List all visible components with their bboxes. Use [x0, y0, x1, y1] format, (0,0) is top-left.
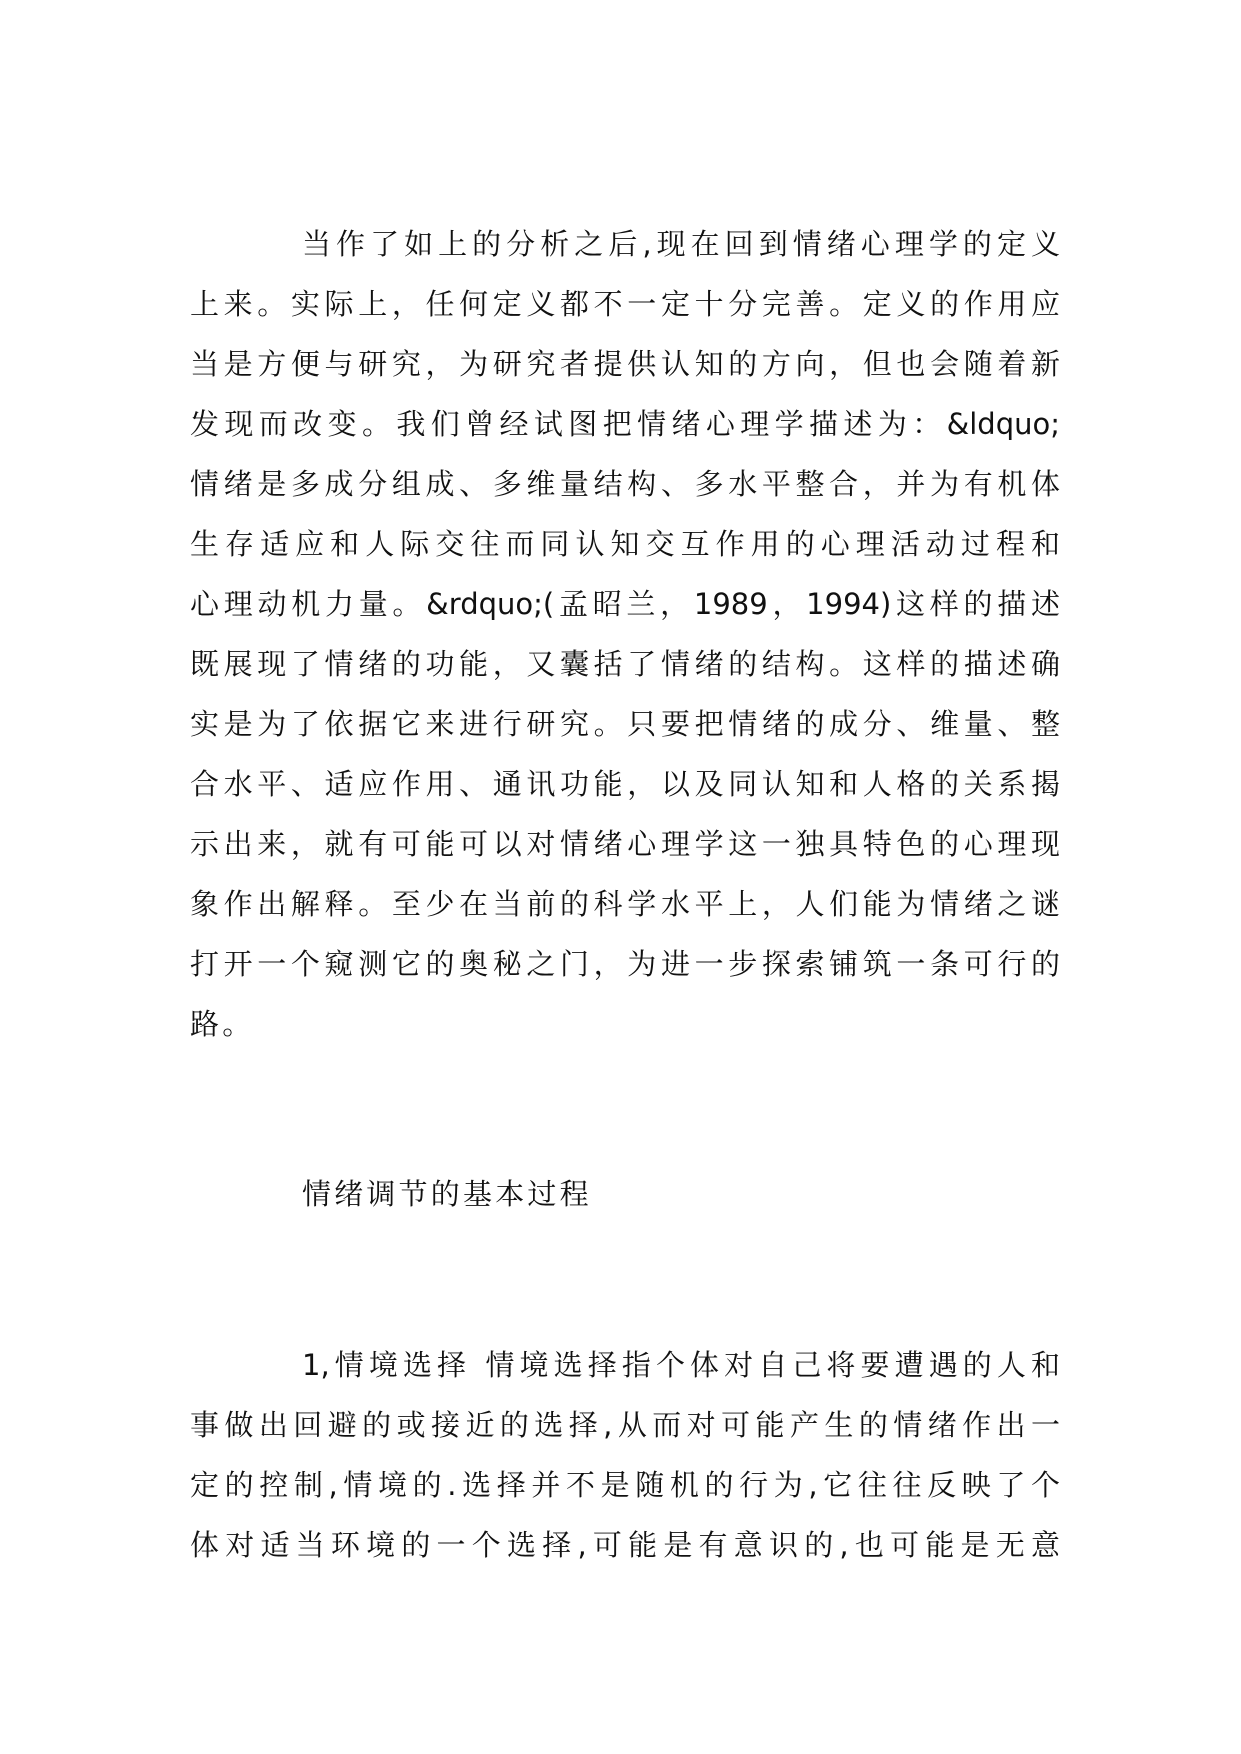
paragraph-1-line: 示出来，就有可能可以对情绪心理学这一独具特色的心理现 [190, 827, 1060, 861]
paragraph-1-line: 实是为了依据它来进行研究。只要把情绪的成分、维量、整 [190, 707, 1060, 741]
paragraph-1-line: 生存适应和人际交往而同认知交互作用的心理活动过程和 [190, 527, 1060, 561]
paragraph-1-line: 发现而改变。我们曾经试图把情绪心理学描述为：&ldquo; [190, 407, 1060, 441]
paragraph-1-line: 情绪是多成分组成、多维量结构、多水平整合，并为有机体 [190, 467, 1060, 501]
paragraph-1-line: 路。 [190, 1007, 255, 1041]
paragraph-2-line: 定的控制,情境的.选择并不是随机的行为,它往往反映了个 [190, 1468, 1060, 1502]
paragraph-2-line: 1,情境选择 情境选择指个体对自己将要遭遇的人和 [302, 1348, 1060, 1382]
paragraph-1-line: 当作了如上的分析之后,现在回到情绪心理学的定义 [302, 227, 1060, 261]
paragraph-1-line: 既展现了情绪的功能，又囊括了情绪的结构。这样的描述确 [190, 647, 1060, 681]
paragraph-2-line: 事做出回避的或接近的选择,从而对可能产生的情绪作出一 [190, 1408, 1060, 1442]
paragraph-1-line: 合水平、适应作用、通讯功能，以及同认知和人格的关系揭 [190, 767, 1060, 801]
paragraph-1-line: 象作出解释。至少在当前的科学水平上，人们能为情绪之谜 [190, 887, 1060, 921]
section-heading: 情绪调节的基本过程 [302, 1177, 592, 1211]
paragraph-1-line: 上来。实际上，任何定义都不一定十分完善。定义的作用应 [190, 287, 1060, 321]
paragraph-2-line: 体对适当环境的一个选择,可能是有意识的,也可能是无意 [190, 1528, 1060, 1562]
paragraph-1-line: 当是方便与研究，为研究者提供认知的方向，但也会随着新 [190, 347, 1060, 381]
paragraph-1-line: 打开一个窥测它的奥秘之门，为进一步探索铺筑一条可行的 [190, 947, 1060, 981]
paragraph-1-line: 心理动机力量。&rdquo;(孟昭兰，1989，1994)这样的描述 [190, 587, 1060, 621]
